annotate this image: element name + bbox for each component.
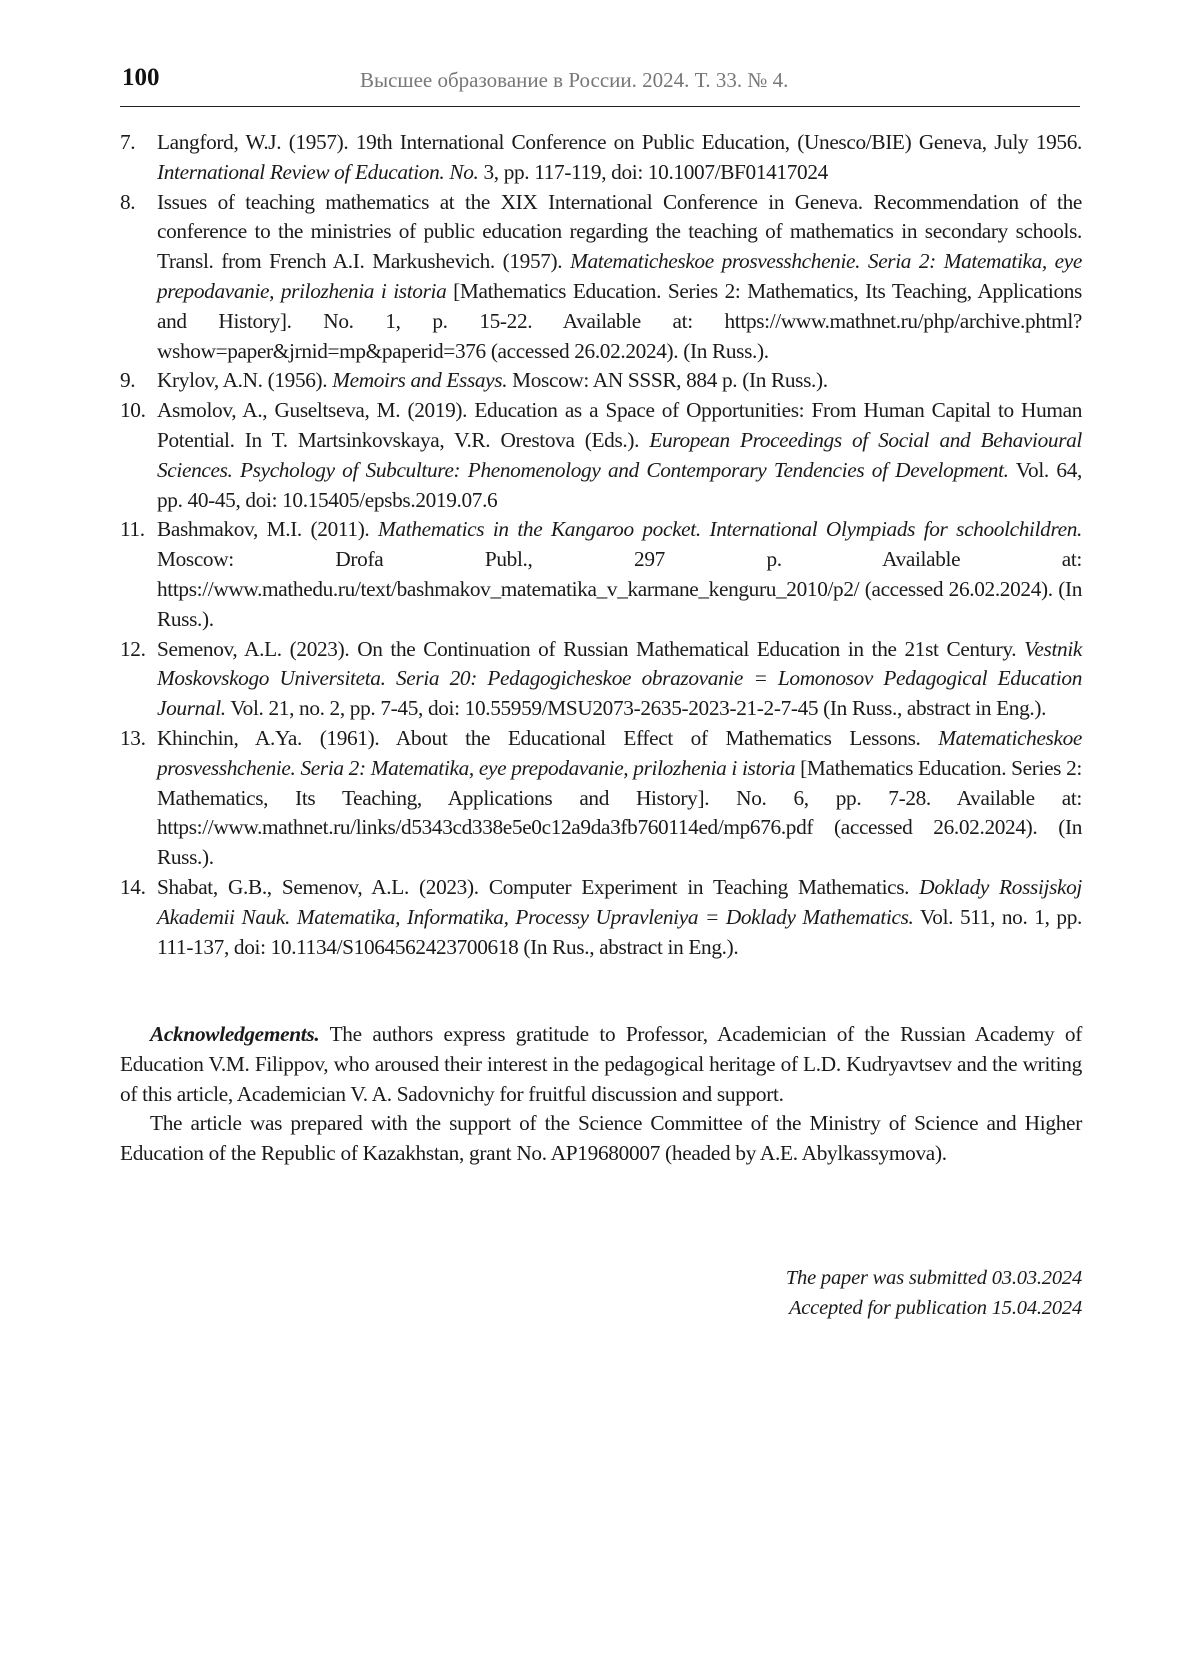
reference-text: Khinchin, A.Ya. (1961). About the Educational Effect of Mathematics Lessons. Matematicheskoe prosvesshchenie. Seria 2: Matematika, eye prepodavanie, prilozhenia i istoria [Mathematics Education. Series 2: Mathematics, Its Teaching, Applications and History]. No. 6, pp. 7-28. Available at: https://www.mathnet.ru/links/d5343cd338e5e0c12a9da3fb760114ed/mp676.pdf (accessed 26.02.2024). (In Russ.). — [157, 725, 1082, 870]
reference-text: Asmolov, A., Guseltseva, M. (2019). Education as a Space of Opportunities: From Human Capital to Human Potential. In T. Martsinkovskaya, V.R. Orestova (Eds.). European Proceedings of Social and Behavioural Sciences. Psychology of Subculture: Phenomenology and Contemporary Tendencies of Development. Vol. 64, pp. 40-45, doi: 10.15405/epsbs.2019.07.6 — [157, 398, 1082, 512]
reference-item — [120, 396, 1082, 515]
reference-text: Krylov, A.N. (1956). Memoirs and Essays. Moscow: AN SSSR, 884 p. (In Russ.). — [157, 368, 828, 393]
reference-item — [120, 128, 1082, 188]
reference-item — [120, 873, 1082, 962]
reference-item — [120, 366, 1082, 396]
reference-text: Langford, W.J. (1957). 19th International Conference on Public Education, (Unesco/BIE) Geneva, July 1956. International Review of Education. No. 3, pp. 117-119, doi: 10.1007/BF01417024 — [157, 130, 1082, 184]
reference-number: 11. — [120, 517, 145, 542]
reference-text: Issues of teaching mathematics at the XIX International Conference in Geneva. Recommendation of the conference to the ministries of public education regarding the teaching of mathematics in secondary schools. Transl. from French A.I. Markushevich. (1957). Matematicheskoe prosvesshchenie. Seria 2: Matematika, eye prepodavanie, prilozhenia i istoria [Mathematics Education. Series 2: Mathematics, Its Teaching, Applications and History]. No. 1, p. 15-22. Available at: https://www.mathnet.ru/php/archive.phtml?wshow=paper&jrnid=mp&paperid=376 (accessed 26.02.2024). (In Russ.). — [157, 189, 1082, 363]
reference-number: 7. — [120, 130, 136, 154]
accepted-date: Accepted for publication 15.04.2024 — [788, 1296, 1082, 1319]
reference-item — [120, 635, 1082, 724]
reference-item — [120, 724, 1082, 873]
reference-text: Semenov, A.L. (2023). On the Continuation of Russian Mathematical Education in the 21st Century. Vestnik Moskovskogo Universiteta. Seria 20: Pedagogicheskoe obrazovanie = Lomonosov Pedagogical Education Journal. Vol. 21, no. 2, pp. 7-45, doi: 10.55959/MSU2073-2635-2023-21-2-7-45 (In Russ., abstract in Eng.). — [157, 636, 1082, 721]
page-header — [120, 56, 1080, 107]
submission-dates — [786, 1264, 1082, 1324]
reference-text: Bashmakov, M.I. (2011). Mathematics in the Kangaroo pocket. International Olympiads for schoolchildren. Moscow: Drofa Publ., 297 p. Available at: https://www.mathedu.ru/text/bashmakov_matematika_v_karmane_kenguru_2010/p2/ (accessed 26.02.2024). (In Russ.). — [157, 517, 1082, 631]
reference-number: 14. — [120, 874, 146, 899]
reference-item — [120, 515, 1082, 634]
acknowledgements-section — [120, 1020, 1082, 1169]
running-head: Высшее образование в России. 2024. Т. 33. № 4. — [360, 68, 789, 92]
reference-list — [120, 128, 1082, 962]
acknowledgements-title: Acknowledgements. — [150, 1022, 320, 1046]
reference-number: 13. — [120, 725, 146, 750]
acknowledgements-text: The authors express gratitude to Professor, Academician of the Russian Academy of Education V.M. Filippov, who aroused their interest in the pedagogical heritage of L.D. Kudryavtsev and the writing of this article, Academician V. A. Sadovnichy for fruitful discussion and support. — [120, 1022, 1082, 1106]
page-number: 100 — [122, 64, 160, 91]
acknowledgements-paragraph — [120, 1020, 1082, 1109]
reference-number: 12. — [120, 636, 146, 661]
reference-number: 9. — [120, 368, 136, 393]
reference-number: 10. — [120, 398, 146, 423]
reference-item — [120, 188, 1082, 367]
reference-number: 8. — [120, 189, 136, 214]
submitted-date: The paper was submitted 03.03.2024 — [785, 1267, 1082, 1289]
grant-paragraph: The article was prepared with the support of the Science Committee of the Ministry of Science and Higher Education of the Republic of Kazakhstan, grant No. AP19680007 (headed by A.E. Abylkassymova). — [120, 1111, 1082, 1166]
reference-text: Shabat, G.B., Semenov, A.L. (2023). Computer Experiment in Teaching Mathematics. Doklady Rossijskoj Akademii Nauk. Matematika, Informatika, Processy Upravleniya = Doklady Mathematics. Vol. 511, no. 1, pp. 111-137, doi: 10.1134/S1064562423700618 (In Rus., abstract in Eng.). — [157, 874, 1083, 959]
